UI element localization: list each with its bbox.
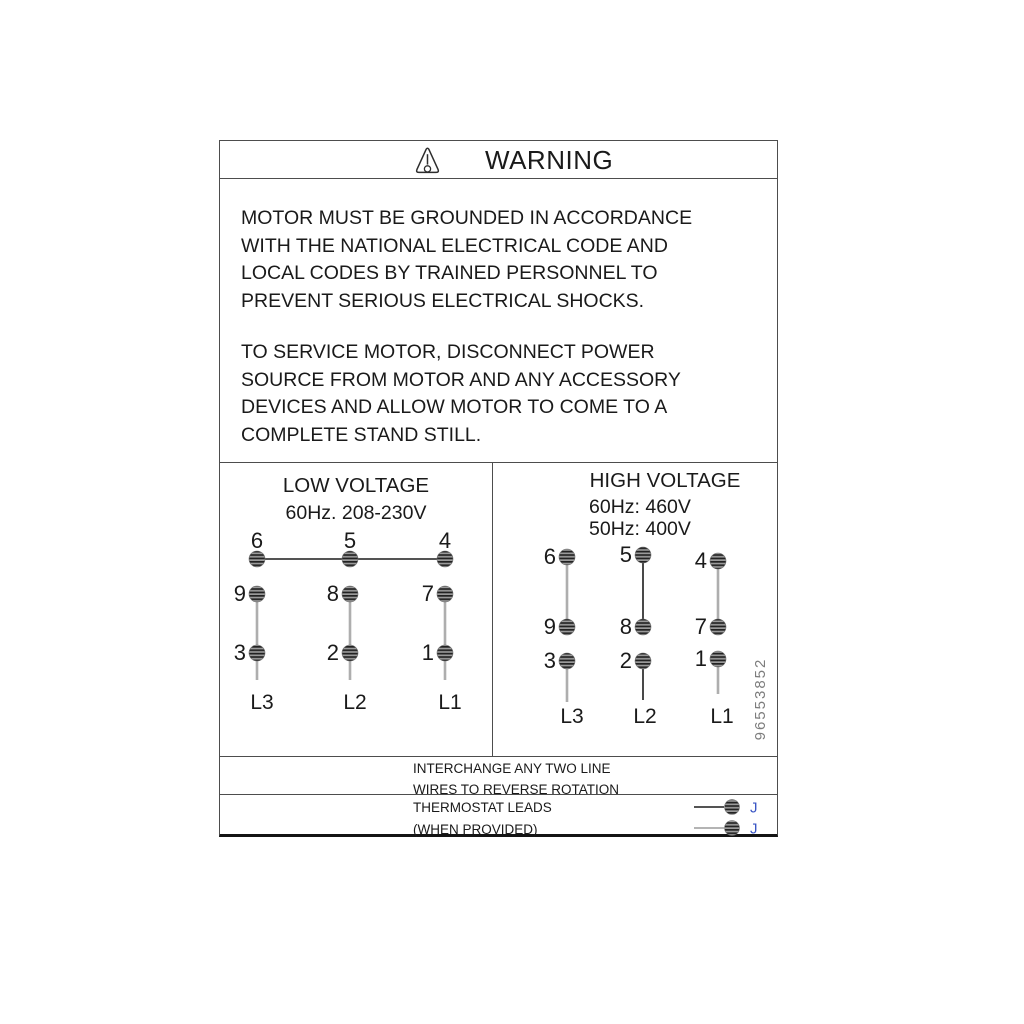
- terminal-dot: [725, 821, 740, 836]
- terminal-number: 8: [619, 614, 632, 639]
- terminal-number: 5: [343, 528, 357, 553]
- terminal-dot: [710, 651, 726, 667]
- terminal-number: 8: [326, 581, 339, 606]
- terminal-number: 4: [438, 528, 452, 553]
- terminal-dot: [725, 800, 740, 815]
- terminal-dot: [437, 586, 453, 602]
- thermostat-note: [220, 794, 777, 837]
- terminal-number: 3: [233, 640, 246, 665]
- part-number: 96553852: [752, 657, 769, 741]
- terminal-dot: [437, 645, 453, 661]
- warning-title: WARNING: [485, 145, 614, 175]
- low-voltage-wiring-diagram: [220, 527, 493, 742]
- terminal-dot: [710, 619, 726, 635]
- terminal-number: 9: [543, 614, 556, 639]
- terminal-dot: [249, 551, 265, 567]
- warning-line: LOCAL CODES BY TRAINED PERSONNEL TO: [241, 262, 658, 284]
- rotation-note-line: INTERCHANGE ANY TWO LINE: [413, 761, 611, 776]
- warning-triangle-icon: [414, 145, 441, 175]
- terminal-number: 9: [233, 581, 246, 606]
- high-voltage-50hz: 50Hz: 400V: [589, 518, 691, 540]
- rotation-note: [220, 756, 777, 797]
- thermostat-note-line: THERMOSTAT LEADS: [413, 800, 552, 815]
- terminal-number: 7: [421, 581, 434, 606]
- terminal-number: 4: [694, 548, 707, 573]
- high-voltage-title: HIGH VOLTAGE: [589, 469, 741, 492]
- terminal-dot: [342, 551, 358, 567]
- terminal-dot: [437, 551, 453, 567]
- high-voltage-wiring-diagram: [493, 527, 777, 742]
- low-voltage-subtitle: 60Hz. 208-230V: [285, 502, 427, 524]
- terminal-dot: [559, 619, 575, 635]
- lead-label: J: [750, 820, 758, 837]
- terminal-dot: [342, 586, 358, 602]
- warning-line: TO SERVICE MOTOR, DISCONNECT POWER: [241, 341, 655, 363]
- thermostat-leads-diagram: [688, 795, 776, 837]
- terminal-dot: [249, 586, 265, 602]
- terminal-number: 2: [326, 640, 339, 665]
- terminal-dot: [635, 619, 651, 635]
- warning-line: SOURCE FROM MOTOR AND ANY ACCESSORY: [241, 368, 681, 391]
- terminal-number: 5: [619, 542, 632, 567]
- terminal-dot: [342, 645, 358, 661]
- terminal-number: 2: [619, 648, 632, 673]
- warning-header: [220, 141, 777, 179]
- warning-paragraph-1: [241, 205, 763, 315]
- warning-text-block: [220, 179, 777, 462]
- line-label: L2: [343, 691, 367, 714]
- terminal-dot: [710, 553, 726, 569]
- terminal-dot: [635, 653, 651, 669]
- warning-line: PREVENT SERIOUS ELECTRICAL SHOCKS.: [241, 289, 645, 312]
- terminal-number: 1: [694, 646, 707, 671]
- terminal-dot: [559, 653, 575, 669]
- low-voltage-title: LOW VOLTAGE: [282, 474, 430, 497]
- terminal-dot: [559, 549, 575, 565]
- terminal-number: 3: [543, 648, 556, 673]
- warning-line: COMPLETE STAND STILL.: [241, 423, 482, 446]
- warning-line: WITH THE NATIONAL ELECTRICAL CODE AND: [241, 234, 668, 257]
- line-label: L3: [250, 691, 274, 714]
- rotation-note-line: WIRES TO REVERSE ROTATION: [413, 782, 620, 797]
- line-label: L2: [633, 705, 657, 728]
- warning-paragraph-2: [241, 339, 763, 449]
- motor-warning-label: [219, 140, 778, 837]
- terminal-number: 6: [543, 544, 556, 569]
- thermostat-note-line: (WHEN PROVIDED): [413, 821, 538, 837]
- warning-line: MOTOR MUST BE GROUNDED IN ACCORDANCE: [241, 207, 693, 229]
- warning-line: DEVICES AND ALLOW MOTOR TO COME TO A: [241, 396, 668, 418]
- line-label: L1: [710, 705, 734, 728]
- lead-label: J: [750, 799, 758, 817]
- terminal-dot: [635, 547, 651, 563]
- line-label: L1: [438, 691, 462, 714]
- high-voltage-60hz: 60Hz: 460V: [589, 496, 691, 518]
- terminal-number: 6: [250, 528, 264, 553]
- line-label: L3: [560, 705, 584, 728]
- terminal-number: 1: [421, 640, 434, 665]
- voltage-section: [220, 462, 777, 756]
- terminal-number: 7: [694, 614, 707, 639]
- terminal-dot: [249, 645, 265, 661]
